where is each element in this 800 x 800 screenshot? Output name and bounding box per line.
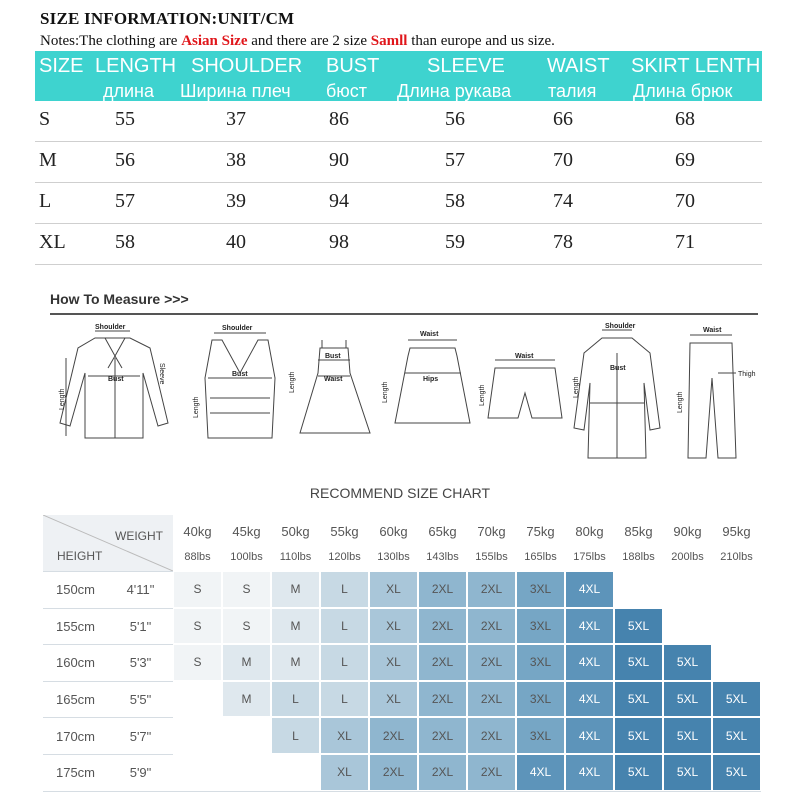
size-cell: 2XL	[418, 644, 467, 681]
size-cell: 2XL	[369, 717, 418, 754]
header-bust-ru: бюст	[326, 81, 368, 101]
size-cell	[614, 571, 663, 608]
size-value: 66	[553, 108, 573, 130]
weight-lbs-header: 143lbs	[426, 551, 459, 563]
blouse-sleeve-label: Sleeve	[158, 363, 165, 385]
height-cm: 170cm	[43, 717, 108, 754]
size-cell: 5XL	[712, 717, 761, 754]
height-ft: 5'1"	[108, 608, 173, 645]
blouse-length-label: Length	[59, 388, 66, 410]
size-cell: 5XL	[663, 681, 712, 718]
size-value: 56	[115, 149, 135, 171]
size-cell	[663, 608, 712, 645]
height-cm: 165cm	[43, 681, 108, 718]
size-value: 98	[329, 231, 349, 253]
size-value: 78	[553, 231, 573, 253]
size-row	[35, 183, 762, 224]
blouse-sketch	[59, 324, 168, 438]
size-cell: 4XL	[565, 717, 614, 754]
height-cm: 175cm	[43, 754, 108, 791]
size-info-title: SIZE INFORMATION:UNIT/CM	[40, 9, 295, 28]
size-label: M	[39, 149, 57, 171]
size-value: 74	[553, 190, 573, 212]
shorts-sketch	[479, 353, 562, 418]
height-ft: 4'11"	[108, 571, 173, 608]
size-cell	[271, 754, 320, 791]
notes-mid: and there are 2 size	[247, 33, 371, 49]
blouse-shoulder-label: Shoulder	[95, 324, 126, 331]
size-value: 90	[329, 149, 349, 171]
size-cell: 5XL	[712, 754, 761, 791]
header-skirt-length: SKIRT LENTH	[631, 55, 761, 77]
size-cell: S	[222, 571, 271, 608]
size-cell: XL	[320, 717, 369, 754]
size-cell: L	[320, 681, 369, 718]
size-cell: 2XL	[467, 681, 516, 718]
size-cell: 4XL	[565, 608, 614, 645]
notes-suffix: than europe and us size.	[407, 33, 555, 49]
size-value: 70	[553, 149, 573, 171]
size-cell: 5XL	[614, 644, 663, 681]
header-sleeve: SLEEVE	[427, 55, 505, 77]
size-row	[35, 142, 762, 183]
weight-label: WEIGHT	[115, 529, 163, 543]
size-value: 38	[226, 149, 246, 171]
header-waist-ru: талия	[548, 81, 597, 101]
size-value: 59	[445, 231, 465, 253]
weight-lbs-header: 200lbs	[671, 551, 704, 563]
weight-kg-header: 55kg	[330, 523, 359, 539]
weight-kg-header: 70kg	[477, 523, 506, 539]
weight-kg-header: 40kg	[183, 523, 212, 539]
size-cell: L	[320, 644, 369, 681]
skirt-length-label: Length	[382, 381, 389, 403]
height-cm: 155cm	[43, 608, 108, 645]
tank-sketch	[193, 325, 275, 438]
size-table-body	[35, 101, 762, 265]
header-skirt-length-ru: Длина брюк	[633, 81, 733, 101]
size-notes	[40, 33, 555, 50]
notes-prefix: Notes:The clothing are	[40, 33, 182, 49]
size-label: L	[39, 190, 52, 212]
recommend-size-chart	[43, 515, 761, 791]
weight-lbs-header: 130lbs	[377, 551, 410, 563]
pants-sketch	[677, 327, 756, 458]
pants-thigh-label: Thigh	[738, 371, 756, 378]
notes-small: Samll	[370, 33, 408, 49]
size-cell: 2XL	[467, 608, 516, 645]
size-value: 55	[115, 108, 135, 130]
size-cell: S	[173, 608, 222, 645]
pants-length-label: Length	[677, 391, 684, 413]
dress-waist-label: Waist	[324, 376, 343, 383]
size-cell: 2XL	[418, 717, 467, 754]
size-cell: 3XL	[516, 571, 565, 608]
dress-sketch	[289, 340, 370, 433]
size-cell	[712, 608, 761, 645]
height-cm: 150cm	[43, 571, 108, 608]
size-cell: 3XL	[516, 608, 565, 645]
size-cell: XL	[369, 571, 418, 608]
size-cell: XL	[369, 681, 418, 718]
tank-length-label: Length	[193, 396, 200, 418]
weight-lbs-header: 175lbs	[573, 551, 606, 563]
size-cell: 3XL	[516, 644, 565, 681]
size-cell: L	[271, 717, 320, 754]
size-cell: 5XL	[614, 717, 663, 754]
size-cell	[222, 717, 271, 754]
weight-kg-header: 75kg	[526, 523, 555, 539]
weight-lbs-header: 165lbs	[524, 551, 557, 563]
height-ft: 5'5"	[108, 681, 173, 718]
size-cell: 4XL	[565, 644, 614, 681]
size-cell: 4XL	[565, 681, 614, 718]
pants-waist-label: Waist	[703, 327, 722, 334]
size-value: 40	[226, 231, 246, 253]
size-cell: 4XL	[565, 754, 614, 791]
weight-kg-header: 65kg	[428, 523, 457, 539]
size-cell	[663, 571, 712, 608]
size-cell: M	[222, 644, 271, 681]
size-cell: 2XL	[467, 717, 516, 754]
size-cell: M	[271, 571, 320, 608]
size-cell: L	[271, 681, 320, 718]
dress-bust-label: Bust	[325, 353, 341, 360]
weight-kg-header: 80kg	[575, 523, 604, 539]
skirt-waist-label: Waist	[420, 331, 439, 338]
size-cell: XL	[369, 608, 418, 645]
size-value: 68	[675, 108, 695, 130]
size-cell: 2XL	[418, 571, 467, 608]
size-cell: S	[173, 644, 222, 681]
how-to-measure-rule	[50, 313, 758, 315]
size-cell	[712, 571, 761, 608]
size-cell: 4XL	[565, 571, 614, 608]
size-label: XL	[39, 231, 66, 253]
size-value: 56	[445, 108, 465, 130]
size-cell: 3XL	[516, 681, 565, 718]
size-label: S	[39, 108, 51, 130]
skirt-sketch	[382, 331, 470, 423]
size-cell: 2XL	[418, 608, 467, 645]
chart-bottom-rule	[43, 791, 761, 792]
size-cell: 2XL	[467, 644, 516, 681]
size-cell: 5XL	[614, 608, 663, 645]
height-cm: 160cm	[43, 644, 108, 681]
garment-sketches	[40, 318, 770, 478]
header-shoulder: SHOULDER	[191, 55, 303, 77]
size-row	[35, 101, 762, 142]
weight-kg-header: 90kg	[673, 523, 702, 539]
size-table	[35, 51, 762, 265]
weight-lbs-header: 188lbs	[622, 551, 655, 563]
tank-shoulder-label: Shoulder	[222, 325, 253, 332]
height-ft: 5'7"	[108, 717, 173, 754]
weight-lbs-header: 155lbs	[475, 551, 508, 563]
size-cell: 5XL	[663, 644, 712, 681]
notes-asian-size: Asian Size	[181, 33, 248, 49]
height-label: HEIGHT	[57, 549, 103, 563]
size-cell	[222, 754, 271, 791]
coat-bust-label: Bust	[610, 365, 626, 372]
size-cell: 5XL	[614, 681, 663, 718]
size-cell: 5XL	[663, 754, 712, 791]
size-cell	[173, 754, 222, 791]
size-cell: XL	[320, 754, 369, 791]
header-length-ru: длина	[103, 81, 155, 101]
skirt-hips-label: Hips	[423, 376, 439, 383]
size-cell: 5XL	[663, 717, 712, 754]
size-value: 57	[445, 149, 465, 171]
size-cell: 2XL	[418, 681, 467, 718]
how-to-measure-title: How To Measure >>>	[50, 291, 189, 307]
shorts-waist-label: Waist	[515, 353, 534, 360]
header-size: SIZE	[39, 55, 84, 77]
size-value: 94	[329, 190, 349, 212]
weight-kg-header: 45kg	[232, 523, 261, 539]
header-sleeve-ru: Длина рукава	[397, 81, 512, 101]
weight-lbs-header: 110lbs	[279, 551, 312, 563]
size-value: 58	[445, 190, 465, 212]
weight-kg-header: 60kg	[379, 523, 408, 539]
tank-bust-label: Bust	[232, 371, 248, 378]
weight-lbs-header: 120lbs	[328, 551, 361, 563]
measure-sketches	[40, 318, 770, 478]
size-value: 86	[329, 108, 349, 130]
header-shoulder-ru: Ширина плеч	[180, 81, 291, 101]
size-cell: M	[271, 644, 320, 681]
header-length: LENGTH	[95, 55, 177, 77]
size-value: 37	[226, 108, 246, 130]
height-ft: 5'3"	[108, 644, 173, 681]
size-cell: L	[320, 608, 369, 645]
size-cell: M	[222, 681, 271, 718]
height-ft: 5'9"	[108, 754, 173, 791]
size-cell: XL	[369, 644, 418, 681]
size-cell: S	[222, 608, 271, 645]
size-cell: 2XL	[467, 754, 516, 791]
weight-lbs-header: 210lbs	[720, 551, 753, 563]
size-cell: S	[173, 571, 222, 608]
blouse-bust-label: Bust	[108, 376, 124, 383]
recommend-title: RECOMMEND SIZE CHART	[309, 485, 491, 501]
size-cell: L	[320, 571, 369, 608]
size-cell: 5XL	[614, 754, 663, 791]
coat-length-label: Length	[573, 376, 580, 398]
size-row	[35, 224, 762, 265]
size-value: 70	[675, 190, 695, 212]
size-cell: 2XL	[418, 754, 467, 791]
size-cell	[712, 644, 761, 681]
size-value: 39	[226, 190, 246, 212]
size-cell: 2XL	[369, 754, 418, 791]
size-table-header	[35, 51, 762, 101]
size-cell: 2XL	[467, 571, 516, 608]
size-value: 57	[115, 190, 135, 212]
header-bust: BUST	[326, 55, 380, 77]
size-value: 71	[675, 231, 695, 253]
size-cell: 3XL	[516, 717, 565, 754]
coat-shoulder-label: Shoulder	[605, 323, 636, 330]
weight-kg-header: 85kg	[624, 523, 653, 539]
size-cell: 4XL	[516, 754, 565, 791]
dress-length-label: Length	[289, 371, 296, 393]
size-cell	[173, 717, 222, 754]
weight-kg-header: 95kg	[722, 523, 751, 539]
size-cell: M	[271, 608, 320, 645]
shorts-length-label: Length	[479, 384, 486, 406]
coat-sketch	[573, 323, 660, 458]
weight-lbs-header: 88lbs	[184, 551, 211, 563]
size-cell: 5XL	[712, 681, 761, 718]
size-cell	[173, 681, 222, 718]
weight-lbs-header: 100lbs	[230, 551, 263, 563]
weight-kg-header: 50kg	[281, 523, 310, 539]
header-waist: WAIST	[547, 55, 610, 77]
size-value: 58	[115, 231, 135, 253]
size-value: 69	[675, 149, 695, 171]
